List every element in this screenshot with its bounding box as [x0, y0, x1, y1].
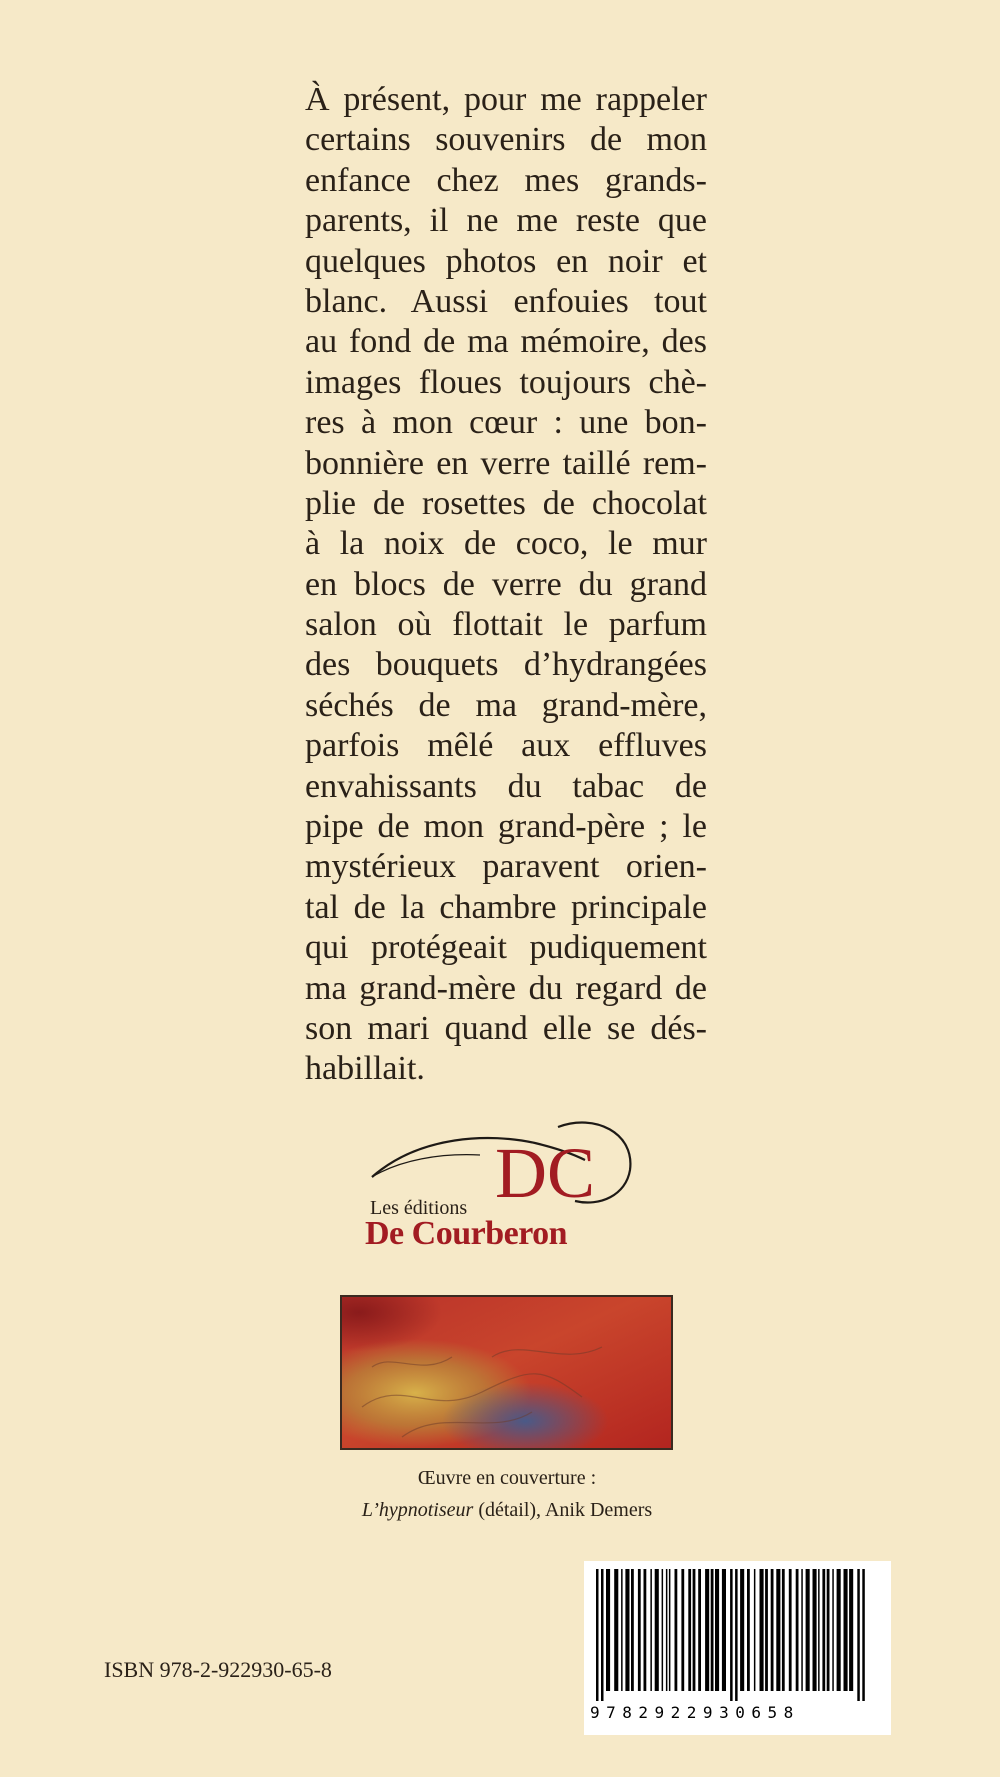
blurb-line: tal de la chambre principale [305, 888, 707, 926]
artwork-credit: (détail), Anik Demers [473, 1499, 653, 1521]
barcode-bar [740, 1569, 744, 1691]
barcode-bar [735, 1569, 738, 1701]
blurb-line: res à mon cœur : une bon- [305, 404, 707, 442]
barcode-bar [862, 1569, 865, 1701]
blurb-line: quelques photos en noir et [305, 242, 707, 280]
blurb-line: enfance chez mes grands- [305, 161, 707, 199]
barcode-bar [650, 1569, 652, 1691]
caption-heading: Œuvre en couverture : [417, 1467, 597, 1489]
blurb-line: bonnière en verre taillé rem- [305, 444, 707, 482]
barcode-bar [747, 1569, 750, 1691]
publisher-monogram: DC [495, 1133, 596, 1213]
blurb-line: mystérieux paravent orien- [305, 848, 707, 886]
barcode-bar [837, 1569, 841, 1691]
publisher-logo [360, 1115, 650, 1255]
barcode-bar [776, 1569, 780, 1691]
barcode-bar [655, 1569, 659, 1691]
barcode-bars [584, 1561, 891, 1701]
barcode-bar [857, 1569, 860, 1701]
barcode-bar [818, 1569, 820, 1691]
barcode-bar [662, 1569, 664, 1691]
blurb-line: habillait. [305, 1050, 425, 1088]
barcode-bar [801, 1569, 803, 1691]
barcode-bar [722, 1569, 726, 1691]
artwork-title: L’hypnotiseur [361, 1499, 474, 1521]
barcode-bar [711, 1569, 714, 1691]
blurb-line: pipe de mon grand-père ; le [305, 808, 707, 846]
barcode-bar [832, 1569, 834, 1691]
blurb-line: à la noix de coco, le mur [305, 525, 707, 563]
barcode-bar [754, 1569, 756, 1691]
barcode-bar [596, 1569, 599, 1701]
barcode-bar [705, 1569, 709, 1691]
blurb-line: salon où flottait le parfum [305, 606, 707, 644]
barcode-bar [813, 1569, 817, 1691]
publisher-label: Les éditions [370, 1197, 468, 1219]
blurb-line: envahissants du tabac de [305, 767, 707, 805]
barcode-bar [760, 1569, 764, 1691]
barcode-bar [638, 1569, 641, 1691]
barcode-bar [698, 1569, 701, 1691]
barcode-bar [827, 1569, 830, 1691]
barcode-bar [693, 1569, 696, 1691]
barcode-bar [806, 1569, 810, 1691]
blurb-line: son mari quand elle se dés- [305, 1009, 707, 1047]
barcode-bar [675, 1569, 678, 1691]
blurb-line: À présent, pour me rappeler [305, 81, 707, 118]
blurb-line: qui protégeait pudiquement [305, 929, 707, 967]
barcode-bar [631, 1569, 634, 1691]
blurb-line: blanc. Aussi enfouies tout [305, 282, 707, 320]
barcode-bar [844, 1569, 848, 1691]
blurb-text [305, 80, 707, 1090]
isbn-text: ISBN 978-2-922930-65-8 [104, 1657, 332, 1682]
barcode-bar [606, 1569, 610, 1691]
barcode-bar [644, 1569, 647, 1691]
blurb-line: au fond de ma mémoire, des [305, 323, 707, 361]
caption-credit [300, 1494, 714, 1526]
blurb-line: images floues toujours chè- [305, 363, 707, 401]
blurb-line: plie de rosettes de chocolat [305, 484, 707, 522]
publisher-name: De Courberon [365, 1215, 568, 1252]
barcode-bar [666, 1569, 668, 1691]
barcode-bar [688, 1569, 691, 1691]
barcode [584, 1561, 891, 1735]
barcode-bar [669, 1569, 671, 1691]
barcode-bar [771, 1569, 774, 1691]
blurb-line: certains souvenirs de mon [305, 121, 707, 159]
barcode-bar [715, 1569, 719, 1691]
barcode-bar [625, 1569, 629, 1691]
blurb-line: des bouquets d’hydrangées [305, 646, 707, 684]
blurb-line: ma grand-mère du regard de [305, 969, 707, 1007]
cover-artwork-thumbnail [340, 1295, 673, 1450]
barcode-bar [822, 1569, 825, 1691]
barcode-bar [621, 1569, 623, 1691]
barcode-bar [681, 1569, 684, 1691]
barcode-bar [614, 1569, 618, 1691]
barcode-digits: 9782922930658 [590, 1703, 800, 1722]
blurb-line: parents, il ne me reste que [305, 202, 707, 240]
barcode-bar [782, 1569, 785, 1691]
blurb-line: parfois mêlé aux effluves [305, 727, 707, 765]
barcode-bar [601, 1569, 604, 1701]
blurb-line: en blocs de verre du grand [305, 565, 707, 603]
barcode-bar [796, 1569, 799, 1691]
cover-art-caption [300, 1462, 714, 1526]
barcode-bar [849, 1569, 853, 1691]
blurb-line: séchés de ma grand-mère, [305, 686, 707, 724]
barcode-bar [789, 1569, 792, 1691]
barcode-bar [730, 1569, 733, 1701]
barcode-bar [765, 1569, 768, 1691]
